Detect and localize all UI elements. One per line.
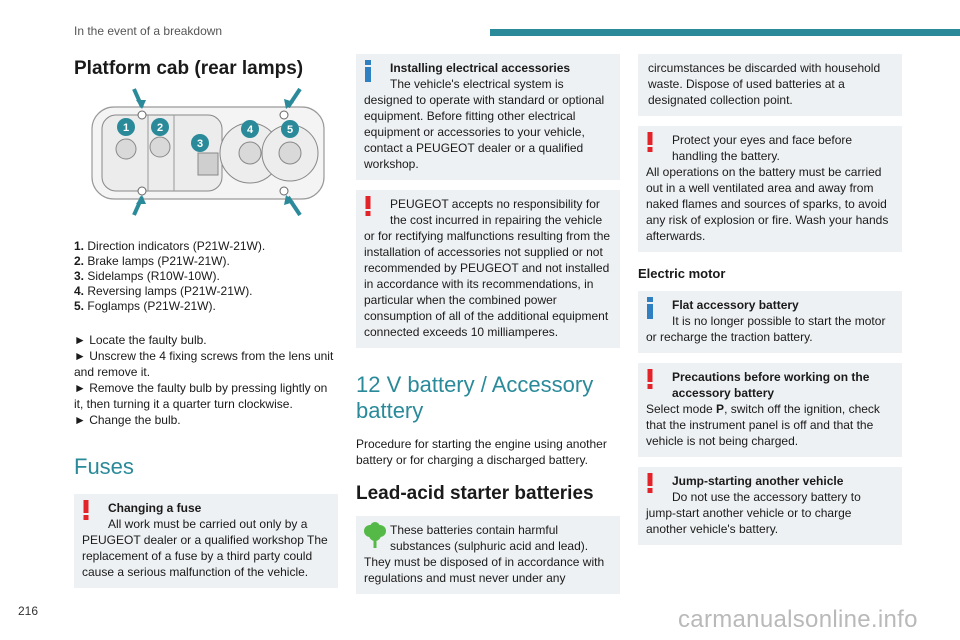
list-item: 2. Brake lamps (P21W-21W). bbox=[74, 254, 230, 268]
header-accent-bar bbox=[490, 29, 960, 36]
list-item: 4. Reversing lamps (P21W-21W). bbox=[74, 284, 253, 298]
electrical-info-note: Installing electrical accessories The vehicle's electrical system is designed to operate with standard or optional equipment. Before fitting other electrical equipment or accessories to your vehicle, contact a PEUGEOT dealer or a qualified workshop. bbox=[356, 54, 620, 180]
diagram-label-5: 5 bbox=[286, 124, 294, 136]
warning-icon bbox=[646, 473, 654, 497]
responsibility-warning-note: PEUGEOT accepts no responsibility for the cost incurred in repairing the vehicle or for rectifying malfunctions resulting from the installation of accessories not supplied or not recommended by PEUGEOT and not installed in accordance with its recommendations, in particular when the combined power consumption of all of the additional equipment connected exceeds 10 milliamperes. bbox=[356, 190, 620, 348]
section-title-rear-lamps: Platform cab (rear lamps) bbox=[74, 58, 304, 79]
protect-warning-note: Protect your eyes and face before handling the battery. All operations on the battery must be carried out in a well ventilated area and away from naked flames and sources of sparks, to avoid any risk of explosion or fire. Wash your hands afterwards. bbox=[638, 126, 902, 252]
eco-tree-icon bbox=[364, 522, 386, 552]
section-title-electric-motor: Electric motor bbox=[638, 266, 726, 281]
watermark: carmanualsonline.info bbox=[678, 606, 918, 633]
step-item: ► Remove the faulty bulb by pressing lightly on it, then turning it a quarter turn clockwise. bbox=[74, 381, 328, 411]
list-item: 5. Foglamps (P21W-21W). bbox=[74, 299, 216, 313]
step-item: ► Locate the faulty bulb. bbox=[74, 333, 207, 347]
rear-lamp-illustration bbox=[88, 87, 328, 217]
warning-icon bbox=[646, 369, 654, 393]
info-icon bbox=[364, 60, 372, 86]
jump-start-warning-note: Jump-starting another vehicle Do not use the accessory battery to jump-start another vehicle or to charge another vehicle's battery. bbox=[638, 467, 902, 545]
rear-lamp-diagram bbox=[88, 87, 328, 217]
environment-note: These batteries contain harmful substances (sulphuric acid and lead). They must be disposed of in accordance with regulations and must never under any bbox=[356, 516, 620, 594]
section-title-fuses: Fuses bbox=[74, 454, 134, 479]
precautions-warning-note: Precautions before working on the accessory battery Select mode P, switch off the ignition, check that the instrument panel is off and that the vehicle is not being charged. bbox=[638, 363, 902, 457]
battery-intro: Procedure for starting the engine using another battery or for charging a discharged battery. bbox=[356, 437, 607, 467]
column-2 bbox=[356, 54, 620, 594]
warning-icon bbox=[364, 196, 372, 220]
info-icon bbox=[646, 297, 654, 323]
warning-icon bbox=[646, 132, 654, 156]
section-title-battery: 12 V battery / Accessory battery bbox=[356, 372, 594, 423]
section-header: In the event of a breakdown bbox=[74, 24, 223, 38]
diagram-label-4: 4 bbox=[246, 124, 254, 136]
warning-icon bbox=[82, 500, 90, 524]
bulb-steps bbox=[74, 332, 338, 428]
diagram-label-1: 1 bbox=[122, 122, 130, 134]
list-item: 3. Sidelamps (R10W-10W). bbox=[74, 269, 220, 283]
step-item: ► Unscrew the 4 fixing screws from the lens unit and remove it. bbox=[74, 349, 334, 379]
diagram-label-3: 3 bbox=[196, 138, 204, 150]
lamp-list bbox=[74, 239, 338, 314]
diagram-label-2: 2 bbox=[156, 122, 164, 134]
step-item: ► Change the bulb. bbox=[74, 413, 181, 427]
environment-note-continued: circumstances be discarded with household waste. Dispose of used batteries at a designated collection point. bbox=[638, 54, 902, 116]
page-number: 216 bbox=[18, 604, 39, 618]
flat-battery-info-note: Flat accessory battery It is no longer possible to start the motor or recharge the traction battery. bbox=[638, 291, 902, 353]
fuse-warning-note: Changing a fuse All work must be carried out only by a PEUGEOT dealer or a qualified workshop The replacement of a fuse by a third party could cause a serious malfunction of the vehicle. bbox=[74, 494, 338, 588]
section-title-lead-acid: Lead-acid starter batteries bbox=[356, 483, 594, 504]
column-1 bbox=[74, 54, 338, 588]
column-3 bbox=[638, 54, 902, 545]
list-item: 1. Direction indicators (P21W-21W). bbox=[74, 239, 266, 253]
